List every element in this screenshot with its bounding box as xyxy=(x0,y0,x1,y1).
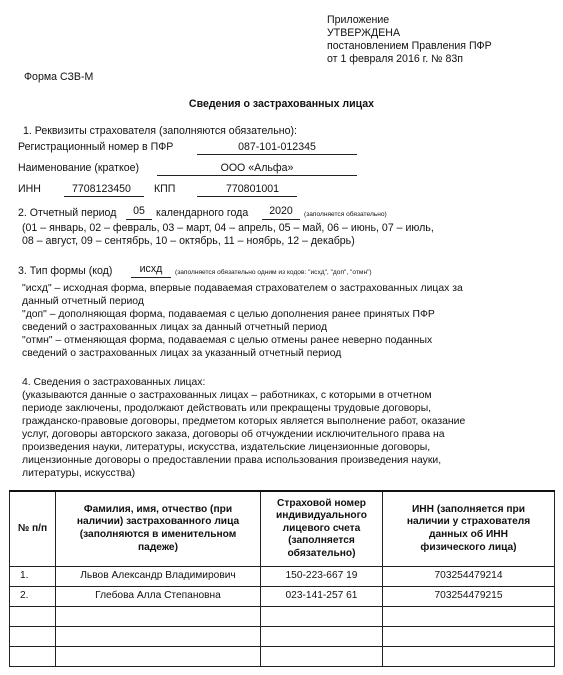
inn-label: ИНН xyxy=(18,183,41,195)
person-snils xyxy=(261,627,383,647)
year-value: 2020 xyxy=(269,205,293,217)
header-full-name: Фамилия, имя, отчество (при наличии) застрахованного лица (заполняются в именительном падеже) xyxy=(56,491,261,567)
form-name: Форма СЗВ-М xyxy=(24,71,94,83)
form-type-desc-4: сведений о застрахованных лицах за данный отчетный период xyxy=(22,322,328,333)
person-full-name: Глебова Алла Степановна xyxy=(56,587,261,607)
insured-heading: 4. Сведения о застрахованных лицах: xyxy=(22,377,206,388)
insured-desc-7: литературы, искусства) xyxy=(22,468,136,479)
table-header-row xyxy=(10,491,555,567)
form-type-desc-6: сведений о застрахованных лицах за указанный отчетный период xyxy=(22,348,342,359)
table-row xyxy=(10,607,555,627)
section1-heading: 1. Реквизиты страхователя (заполняются обязательно): xyxy=(23,125,297,137)
form-type-desc-3: "доп" – дополняющая форма, подаваемая с целью дополнения ранее принятых ПФР xyxy=(22,309,435,320)
person-full-name xyxy=(56,607,261,627)
month-codes-line-2: 08 – август, 09 – сентябрь, 10 – октябрь, 11 – ноябрь, 12 – декабрь) xyxy=(22,235,355,247)
month-codes-line-1: (01 – январь, 02 – февраль, 03 – март, 04 – апрель, 05 – май, 06 – июнь, 07 – июль, xyxy=(22,222,434,234)
table-row xyxy=(10,627,555,647)
header-row-number: № п/п xyxy=(10,491,56,567)
insured-desc-5: произведения науки, литературы, искусства, издательские лицензионные договоры, xyxy=(22,442,431,453)
person-inn xyxy=(383,627,555,647)
period-value: 05 xyxy=(133,205,145,217)
table-row xyxy=(10,567,555,587)
table-row xyxy=(10,647,555,667)
person-inn: 703254479214 xyxy=(383,567,555,587)
row-number xyxy=(10,607,56,627)
person-inn xyxy=(383,647,555,667)
form-type-desc-2: данный отчетный период xyxy=(22,296,144,307)
period-label: 2. Отчетный период xyxy=(18,207,117,219)
approval-line-3: постановлением Правления ПФР xyxy=(327,40,492,52)
kpp-value: 770801001 xyxy=(226,183,280,195)
form-type-note: (заполняется обязательно одним из кодов: "исхд", "доп", "отмн") xyxy=(175,269,372,276)
person-full-name: Львов Александр Владимирович xyxy=(56,567,261,587)
period-note: (заполняется обязательно) xyxy=(304,211,387,218)
row-number: 2. xyxy=(10,587,56,607)
person-inn: 703254479215 xyxy=(383,587,555,607)
org-name-value: ООО «Альфа» xyxy=(220,162,294,174)
org-name-label: Наименование (краткое) xyxy=(18,162,140,174)
person-snils: 023-141-257 61 xyxy=(261,587,383,607)
inn-value: 7708123450 xyxy=(72,183,131,195)
form-type-desc-1: "исхд" – исходная форма, впервые подаваемая страхователем о застрахованных лицах за xyxy=(22,283,463,294)
row-number: 1. xyxy=(10,567,56,587)
row-number xyxy=(10,627,56,647)
person-snils: 150-223-667 19 xyxy=(261,567,383,587)
insured-persons-table xyxy=(9,490,555,667)
insured-desc-6: лицензионные договоры о предоставлении права использования произведения науки, xyxy=(22,455,442,466)
person-full-name xyxy=(56,627,261,647)
person-snils xyxy=(261,607,383,627)
insured-desc-1: (указываются данные о застрахованных лицах – работниках, с которыми в отчетном xyxy=(22,390,432,401)
reg-number-label: Регистрационный номер в ПФР xyxy=(18,141,174,153)
header-snils: Страховой номер индивидуального лицевого счета (заполняется обязательно) xyxy=(261,491,383,567)
insured-desc-4: услуг, договоры авторского заказа, договоры об отчуждении исключительного права на xyxy=(22,429,445,440)
person-snils xyxy=(261,647,383,667)
row-number xyxy=(10,647,56,667)
year-label: календарного года xyxy=(156,207,249,219)
form-type-value: исхд xyxy=(139,263,163,275)
approval-line-4: от 1 февраля 2016 г. № 83п xyxy=(327,53,463,65)
insured-desc-2: периоде заключены, продолжают действовать или прекращены трудовые договоры, xyxy=(22,403,432,414)
table-row xyxy=(10,587,555,607)
approval-line-1: Приложение xyxy=(327,14,390,26)
kpp-label: КПП xyxy=(154,183,176,195)
person-full-name xyxy=(56,647,261,667)
person-inn xyxy=(383,607,555,627)
approval-line-2: УТВЕРЖДЕНА xyxy=(327,27,401,39)
insured-desc-3: гражданско-правовые договоры, предметом которых является выполнение работ, оказание xyxy=(22,416,466,427)
reg-number-value: 087-101-012345 xyxy=(238,141,316,153)
header-inn: ИНН (заполняется при наличии у страхователя данных об ИНН физического лица) xyxy=(383,491,555,567)
form-type-desc-5: "отмн" – отменяющая форма, подаваемая с целью отмены ранее неверно поданных xyxy=(22,335,433,346)
document-title: Сведения о застрахованных лицах xyxy=(188,98,375,110)
form-type-label: 3. Тип формы (код) xyxy=(18,265,113,277)
